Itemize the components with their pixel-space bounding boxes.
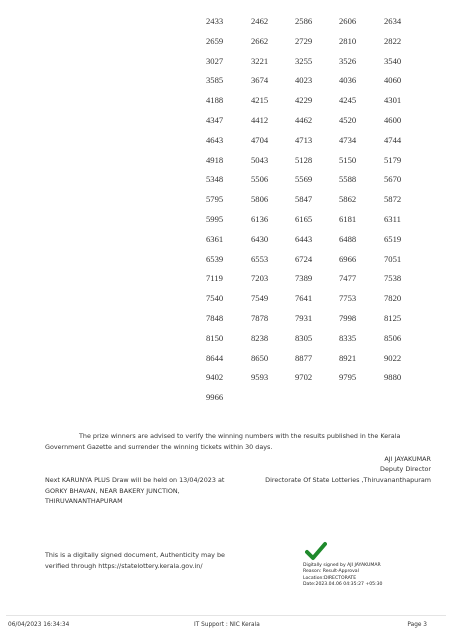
winning-number: 6966 xyxy=(339,253,357,264)
signature-date: Date:2023.04.06 04:35:27 +05:30 xyxy=(303,581,383,587)
winning-number: 7203 xyxy=(251,273,269,284)
winning-number: 7848 xyxy=(206,312,224,323)
winning-number: 8150 xyxy=(206,332,224,343)
winning-number: 9795 xyxy=(339,372,357,383)
winning-number: 7389 xyxy=(295,273,313,284)
winning-number: 3674 xyxy=(251,75,269,86)
winning-number: 7641 xyxy=(295,293,313,304)
winning-number: 7538 xyxy=(384,273,402,284)
winning-number: 5506 xyxy=(251,174,269,185)
winning-number: 9402 xyxy=(206,372,224,383)
winning-number: 3221 xyxy=(251,55,269,66)
winning-number: 6311 xyxy=(384,213,401,224)
winning-number: 5872 xyxy=(384,194,402,205)
digital-signature-block xyxy=(303,563,382,588)
winning-number: 5348 xyxy=(206,174,224,185)
winning-number: 7477 xyxy=(339,273,357,284)
footer-support: IT Support : NIC Kerala xyxy=(194,622,260,628)
winning-number: 6553 xyxy=(251,253,269,264)
winning-number: 6430 xyxy=(251,233,269,244)
winning-number: 5569 xyxy=(295,174,313,185)
winning-number: 2586 xyxy=(295,16,313,26)
winning-number: 4462 xyxy=(295,114,313,125)
winning-number: 6519 xyxy=(384,233,402,244)
winning-number: 2822 xyxy=(384,35,402,46)
winning-number: 2810 xyxy=(339,35,357,46)
winning-number: 4412 xyxy=(251,114,269,125)
winning-number: 4188 xyxy=(206,95,224,106)
signatory-office: Directorate Of State Lotteries ,Thiruvananthapuram xyxy=(265,476,431,484)
winning-numbers-grid xyxy=(206,12,429,408)
next-draw-address-line1: GORKY BHAVAN, NEAR BAKERY JUNCTION, xyxy=(45,487,180,495)
winning-number: 8305 xyxy=(295,332,313,343)
winning-number: 5150 xyxy=(339,154,357,165)
digital-note-line2: verified through https://statelottery.kerala.gov.in/ xyxy=(45,562,203,570)
footer-page-number: Page 3 xyxy=(407,622,427,628)
winning-number: 4023 xyxy=(295,75,313,86)
winning-number: 7051 xyxy=(384,253,402,264)
winning-number: 4347 xyxy=(206,114,224,125)
winning-number: 6488 xyxy=(339,233,357,244)
winning-number: 2634 xyxy=(384,16,402,26)
winning-number: 6181 xyxy=(339,213,357,224)
winning-number: 6136 xyxy=(251,213,269,224)
winning-number: 5043 xyxy=(251,154,269,165)
winning-number: 3585 xyxy=(206,75,224,86)
digital-note-line1: This is a digitally signed document, Authenticity may be xyxy=(45,551,225,559)
winning-number: 3027 xyxy=(206,55,224,66)
winning-number: 2729 xyxy=(295,35,313,46)
signature-signed-by: Digitally signed by AJI JAYAKUMAR xyxy=(303,563,381,568)
winning-number: 9702 xyxy=(295,372,313,383)
winning-number: 5795 xyxy=(206,194,224,205)
winning-number: 4520 xyxy=(339,114,357,125)
winning-number: 8125 xyxy=(384,312,402,323)
winning-number: 4060 xyxy=(384,75,402,86)
winning-number: 7878 xyxy=(251,312,269,323)
winning-number: 6361 xyxy=(206,233,224,244)
winning-number: 4036 xyxy=(339,75,357,86)
winning-number: 5847 xyxy=(295,194,313,205)
winning-number: 7549 xyxy=(251,293,269,304)
winning-number: 2433 xyxy=(206,16,224,26)
winning-number: 6165 xyxy=(295,213,313,224)
footer-divider xyxy=(6,615,446,616)
winning-number: 7931 xyxy=(295,312,313,323)
winning-number: 6724 xyxy=(295,253,313,264)
winning-number: 4918 xyxy=(206,154,224,165)
next-draw-address-line2: THIRUVANANTHAPURAM xyxy=(45,497,123,505)
winning-number: 8644 xyxy=(206,352,224,363)
winning-number: 9966 xyxy=(206,392,224,403)
winning-number: 8650 xyxy=(251,352,269,363)
winning-number: 8335 xyxy=(339,332,357,343)
winning-number: 5862 xyxy=(339,194,357,205)
winning-number: 4713 xyxy=(295,134,313,145)
signature-valid-check-icon xyxy=(305,541,327,561)
winning-number: 4215 xyxy=(251,95,269,106)
winning-number: 9022 xyxy=(384,352,402,363)
winning-number: 4245 xyxy=(339,95,357,106)
winning-number: 5128 xyxy=(295,154,313,165)
winning-number: 2462 xyxy=(251,16,269,26)
winning-number: 5588 xyxy=(339,174,357,185)
winning-number: 2659 xyxy=(206,35,224,46)
next-draw-line: Next KARUNYA PLUS Draw will be held on 13/04/2023 at xyxy=(45,476,225,484)
winning-number: 7753 xyxy=(339,293,357,304)
winning-number: 8921 xyxy=(339,352,357,363)
winning-number: 2662 xyxy=(251,35,269,46)
winning-number: 3255 xyxy=(295,55,313,66)
footer-timestamp: 06/04/2023 16:34:34 xyxy=(8,622,70,628)
winning-number: 4744 xyxy=(384,134,402,145)
winning-number: 8238 xyxy=(251,332,269,343)
winning-number: 4704 xyxy=(251,134,269,145)
winning-number: 4229 xyxy=(295,95,313,106)
winning-number: 8877 xyxy=(295,352,313,363)
winning-number: 7820 xyxy=(384,293,402,304)
winning-number: 3526 xyxy=(339,55,357,66)
winning-number: 3540 xyxy=(384,55,402,66)
winning-number: 7998 xyxy=(339,312,357,323)
winning-number: 5995 xyxy=(206,213,224,224)
winning-number: 9593 xyxy=(251,372,269,383)
winning-number: 6539 xyxy=(206,253,224,264)
winners-notice: The prize winners are advised to verify the winning numbers with the results published in the Kerala Government Gazette and surrender the winning tickets within 30 days. xyxy=(45,432,401,451)
winning-number: 4734 xyxy=(339,134,357,145)
signature-reason: Reason: Result-Approval xyxy=(303,569,359,575)
winning-number: 6443 xyxy=(295,233,313,244)
winning-number: 8506 xyxy=(384,332,402,343)
winning-number: 7119 xyxy=(206,273,223,284)
winning-number: 5179 xyxy=(384,154,402,165)
winning-number: 7540 xyxy=(206,293,224,304)
winning-number: 4301 xyxy=(384,95,402,106)
winning-number: 4643 xyxy=(206,134,224,145)
winning-number: 5806 xyxy=(251,194,269,205)
winning-number: 5670 xyxy=(384,174,402,185)
signature-location: Location:DIRECTORATE xyxy=(303,575,357,581)
winning-number: 2606 xyxy=(339,16,357,26)
winning-number: 9880 xyxy=(384,372,402,383)
winning-number: 4600 xyxy=(384,114,402,125)
signatory-name: AJI JAYAKUMAR xyxy=(384,455,431,463)
signatory-title: Deputy Director xyxy=(380,465,431,473)
